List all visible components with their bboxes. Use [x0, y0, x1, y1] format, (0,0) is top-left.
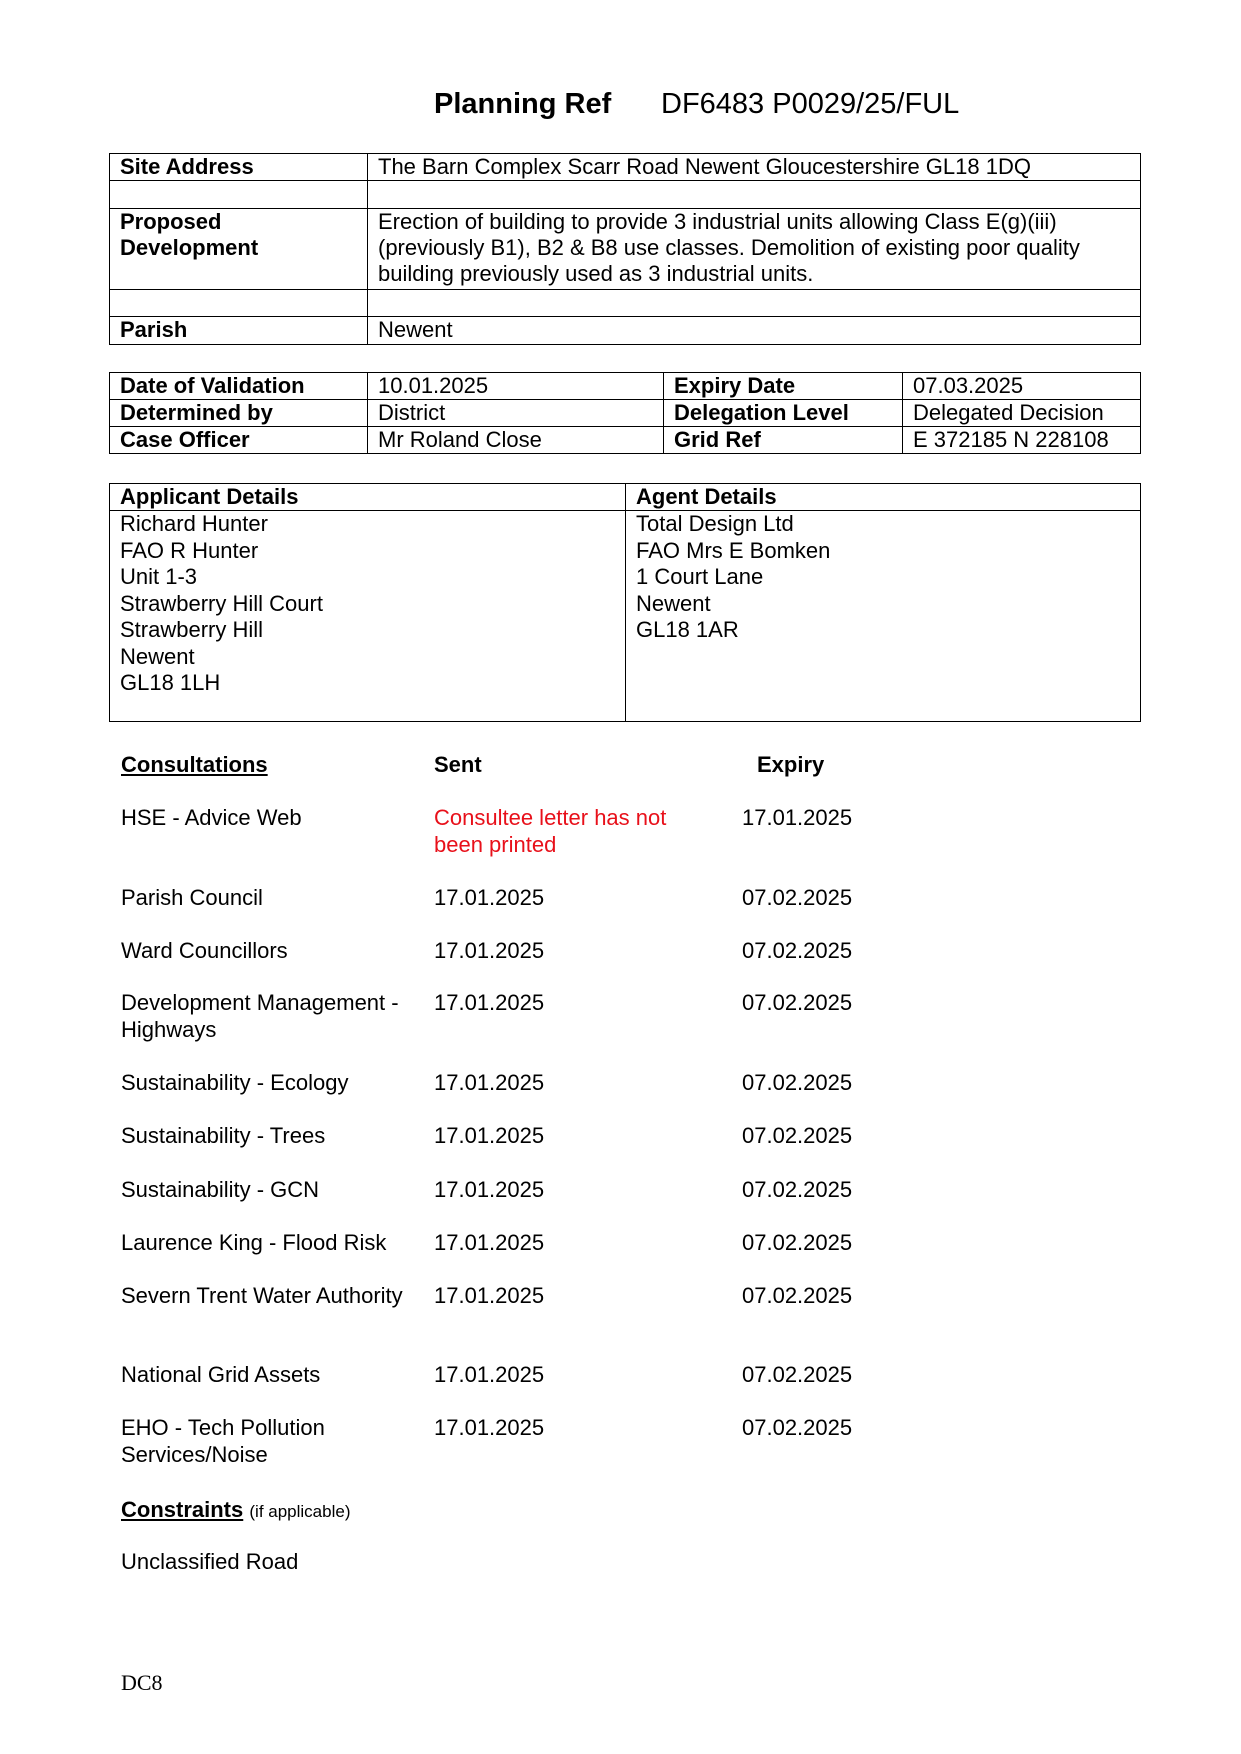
case-officer: Mr Roland Close	[368, 427, 664, 454]
site-address: The Barn Complex Scarr Road Newent Gloucestershire GL18 1DQ	[368, 154, 1141, 181]
applicant-line: Newent	[120, 643, 195, 669]
consultation-sent: 17.01.2025	[434, 885, 545, 910]
applicant-line: FAO R Hunter	[120, 537, 259, 563]
delegation-label: Delegation Level	[664, 400, 903, 427]
agent-line: 1 Court Lane	[636, 564, 764, 589]
constraints-heading-row	[121, 1497, 350, 1523]
agent-line: Total Design Ltd	[636, 511, 794, 536]
grid-ref: E 372185 N 228108	[903, 427, 1141, 454]
agent-line: Newent	[636, 590, 711, 616]
sent-heading: Sent	[434, 752, 482, 777]
determined-by: District	[368, 400, 664, 427]
consultation-expiry: 07.02.2025	[742, 990, 853, 1015]
agent-details	[626, 511, 1141, 722]
agent-label: Agent Details	[626, 484, 1141, 511]
consultation-sent: 17.01.2025	[434, 1123, 545, 1148]
consultation-expiry: 07.02.2025	[742, 1230, 853, 1255]
validation-date: 10.01.2025	[368, 373, 664, 400]
consultation-expiry: 07.02.2025	[742, 1362, 853, 1387]
applicant-line: Strawberry Hill	[120, 617, 264, 642]
proposed-development: Erection of building to provide 3 industrial units allowing Class E(g)(iii) (previously B1), B2 & B8 use classes. Demolition of existing poor quality building previously used as 3 industrial units.	[368, 209, 1141, 290]
consultation-expiry: 17.01.2025	[742, 805, 853, 830]
page-title: Planning Ref	[434, 88, 612, 120]
applicant-line: GL18 1LH	[120, 670, 221, 695]
consultee-name: Parish Council	[121, 885, 263, 910]
consultee-name: Sustainability - Trees	[121, 1123, 326, 1148]
grid-label: Grid Ref	[664, 427, 903, 454]
consultation-expiry: 07.02.2025	[742, 1070, 853, 1095]
consultation-expiry: 07.02.2025	[742, 1123, 853, 1148]
footer-code: DC8	[121, 1670, 163, 1695]
proposed-label: Proposed Development	[110, 209, 368, 290]
consultation-expiry: 07.02.2025	[742, 1415, 853, 1440]
applicant-details	[110, 511, 626, 722]
consultation-sent: 17.01.2025	[434, 1177, 545, 1202]
consultation-sent: Consultee letter has not been printed	[434, 805, 667, 857]
consultation-sent: 17.01.2025	[434, 990, 545, 1015]
determined-label: Determined by	[110, 400, 368, 427]
dates-table	[109, 372, 1141, 454]
consultee-name: Sustainability - Ecology	[121, 1070, 349, 1095]
consultation-sent: 17.01.2025	[434, 1415, 545, 1440]
applicant-label: Applicant Details	[110, 484, 626, 511]
agent-line: GL18 1AR	[636, 617, 739, 642]
consultee-name: Ward Councillors	[121, 938, 288, 963]
constraints-heading: Constraints	[121, 1497, 244, 1522]
constraint-item: Unclassified Road	[121, 1549, 299, 1574]
applicant-line: Unit 1-3	[120, 564, 198, 589]
consultations-heading: Consultations	[121, 752, 268, 777]
consultation-expiry: 07.02.2025	[742, 1177, 853, 1202]
applicant-line: Strawberry Hill Court	[120, 590, 323, 616]
consultee-name: Laurence King - Flood Risk	[121, 1230, 387, 1255]
consultee-name: Development Management - Highways	[121, 990, 399, 1042]
consultation-sent: 17.01.2025	[434, 1230, 545, 1255]
consultation-sent: 17.01.2025	[434, 938, 545, 963]
agent-line: FAO Mrs E Bomken	[636, 537, 831, 563]
delegation-level: Delegated Decision	[903, 400, 1141, 427]
constraints-note: (if applicable)	[249, 1502, 351, 1521]
site-address-label: Site Address	[110, 154, 368, 181]
consultee-name: Sustainability - GCN	[121, 1177, 320, 1202]
planning-ref: DF6483 P0029/25/FUL	[661, 88, 960, 120]
consultation-sent: 17.01.2025	[434, 1362, 545, 1387]
expiry-label: Expiry Date	[664, 373, 903, 400]
site-table	[109, 153, 1141, 345]
expiry-date: 07.03.2025	[903, 373, 1141, 400]
applicant-line: Richard Hunter	[120, 511, 268, 536]
officer-label: Case Officer	[110, 427, 368, 454]
contacts-table	[109, 483, 1141, 722]
consultation-sent: 17.01.2025	[434, 1283, 545, 1308]
validation-label: Date of Validation	[110, 373, 368, 400]
consultation-expiry: 07.02.2025	[742, 938, 853, 963]
parish: Newent	[368, 317, 1141, 345]
consultee-name: National Grid Assets	[121, 1362, 321, 1387]
consultee-name: Severn Trent Water Authority	[121, 1283, 403, 1308]
consultation-expiry: 07.02.2025	[742, 1283, 853, 1308]
consultation-sent: 17.01.2025	[434, 1070, 545, 1095]
consultee-name: EHO - Tech Pollution Services/Noise	[121, 1415, 325, 1467]
consultation-expiry: 07.02.2025	[742, 885, 853, 910]
parish-label: Parish	[110, 317, 368, 345]
consultee-name: HSE - Advice Web	[121, 805, 302, 830]
expiry-heading: Expiry	[757, 752, 825, 777]
